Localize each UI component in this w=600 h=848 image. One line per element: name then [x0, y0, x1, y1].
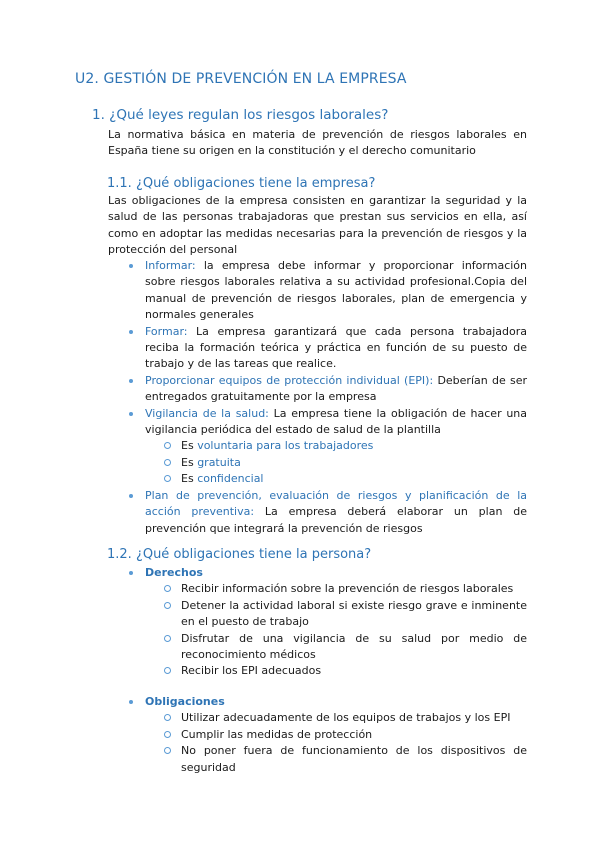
section-1-2-heading: 1.2. ¿Qué obligaciones tiene la persona? — [107, 547, 372, 562]
list-item — [181, 438, 527, 454]
list-item: Cumplir las medidas de protección — [181, 727, 527, 743]
list-item: Disfrutar de una vigilancia de su salud por medio de reconocimiento médicos — [181, 631, 527, 664]
sub-term: confidencial — [197, 472, 264, 486]
list-item — [145, 373, 527, 406]
person-duties-list — [0, 694, 527, 776]
section-1-1-intro: Las obligaciones de la empresa consisten en garantizar la seguridad y la salud de las personas trabajadoras que prestan sus servicios en ella, así como en adoptar las medidas necesarias para la prevención de riesgos y la protección del personal — [108, 194, 527, 257]
sub-prefix: Es — [181, 439, 198, 453]
list-item — [145, 324, 527, 373]
rights-label: Derechos — [145, 565, 527, 581]
list-item: No poner fuera de funcionamiento de los dispositivos de seguridad — [181, 743, 527, 776]
list-item — [145, 258, 527, 324]
section-1-heading: 1. ¿Qué leyes regulan los riesgos laborales? — [92, 107, 389, 123]
item-text: Deberían de ser entregados gratuitamente por la empresa — [145, 373, 527, 404]
list-item: Recibir información sobre la prevención de riesgos laborales — [181, 581, 527, 597]
item-term: Formar: — [145, 324, 188, 338]
document-title: U2. GESTIÓN DE PREVENCIÓN EN LA EMPRESA — [75, 71, 407, 87]
item-text: La empresa garantizará que cada persona trabajadora reciba la formación teórica y práctica en función de su puesto de trabajo y de las tareas que realice. — [145, 324, 527, 371]
person-rights-list — [0, 565, 527, 680]
list-item: Utilizar adecuadamente de los equipos de trabajos y los EPI — [181, 710, 527, 726]
list-item — [145, 406, 527, 439]
item-text: La empresa tiene la obligación de hacer una vigilancia periódica del estado de salud de la plantilla — [145, 406, 528, 437]
sub-term: voluntaria para los trabajadores — [197, 439, 374, 453]
duties-label: Obligaciones — [145, 694, 527, 710]
company-obligations-list — [0, 258, 527, 537]
section-1-text: La normativa básica en materia de prevención de riesgos laborales en España tiene su origen en la constitución y el derecho comunitario — [108, 128, 527, 158]
item-text: La empresa deberá elaborar un plan de prevención que integrará la prevención de riesgos — [145, 505, 527, 535]
sub-prefix: Es — [181, 472, 198, 486]
list-item — [145, 488, 527, 537]
item-text: la empresa debe informar y proporcionar información sobre riesgos laborales relativa a su actividad profesional.Copia del manual de prevención de riesgos laborales, plan de emergencia y normales generales — [145, 259, 527, 322]
item-term: Informar: — [145, 259, 196, 272]
list-item — [181, 471, 527, 487]
item-term: Vigilancia de la salud: — [145, 406, 269, 420]
item-term: Plan de prevención, evaluación de riesgos y planificación de la acción preventiva: — [145, 488, 527, 519]
list-item: Recibir los EPI adecuados — [181, 663, 527, 679]
sub-prefix: Es — [181, 455, 198, 469]
item-term: Proporcionar equipos de protección individual (EPI): — [145, 373, 434, 387]
list-item: Detener la actividad laboral si existe riesgo grave e inminente en el puesto de trabajo — [181, 598, 527, 631]
list-item — [181, 455, 527, 471]
section-1-1-heading: 1.1. ¿Qué obligaciones tiene la empresa? — [107, 176, 376, 191]
sub-term: gratuita — [197, 455, 241, 469]
